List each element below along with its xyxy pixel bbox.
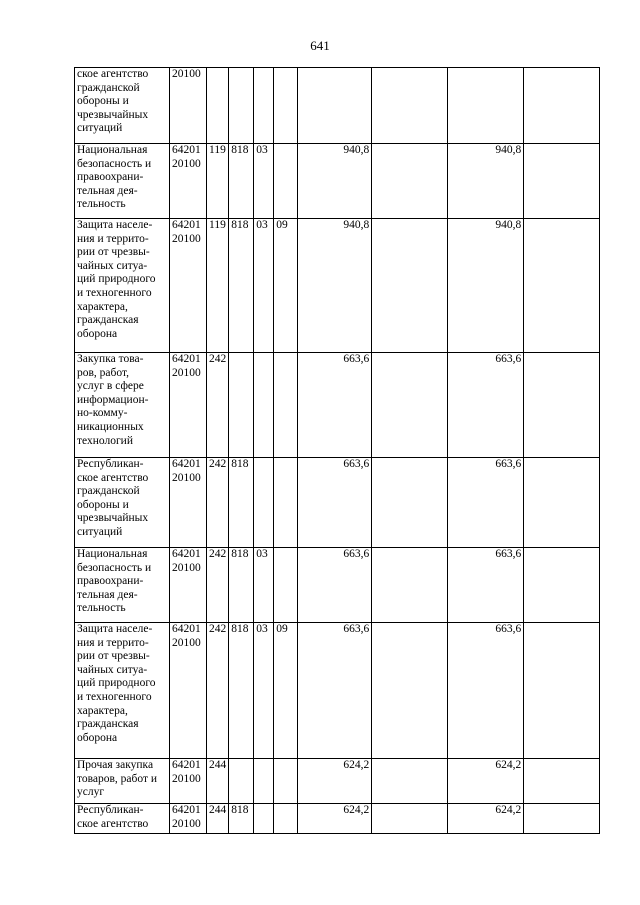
row-amount-1-text: 663,6 [343, 548, 370, 560]
row-amount-2-text: 663,6 [495, 623, 522, 635]
row-expense-type-text: 242 [209, 458, 227, 470]
row-target-code-text: 64201 20100 [172, 804, 201, 830]
row-amount-2 [448, 804, 524, 834]
row-subsection [274, 804, 298, 834]
row-amount-2-text: 624,2 [495, 804, 522, 816]
row-subsection-text: 09 [276, 623, 288, 635]
row-target-code-text: 64201 20100 [172, 458, 201, 484]
row-expense-type [207, 353, 229, 458]
row-subsection [274, 759, 298, 804]
row-section-text: 03 [256, 219, 268, 231]
row-amount-1-text: 663,6 [343, 353, 370, 365]
row-admin-code [229, 759, 254, 804]
row-section [254, 144, 274, 219]
row-expense-type-text: 242 [209, 623, 227, 635]
row-expense-type-text: 242 [209, 548, 227, 560]
row-amount-2 [448, 548, 524, 623]
row-amount-1 [298, 759, 372, 804]
row-admin-code [229, 68, 254, 144]
row-name-text: Защита населе- ния и террито- рии от чрезвы- чайных ситуа- ций природного и техногенного характера, гражданская оборона [77, 219, 156, 340]
row-empty-1 [372, 353, 448, 458]
row-amount-3 [524, 759, 600, 804]
row-expense-type [207, 623, 229, 759]
row-admin-code-text: 818 [231, 144, 249, 156]
row-admin-code [229, 353, 254, 458]
row-amount-2 [448, 458, 524, 548]
row-amount-2-text: 940,8 [495, 219, 522, 231]
row-amount-2-text: 624,2 [495, 759, 522, 771]
row-name [75, 804, 170, 834]
row-expense-type [207, 144, 229, 219]
row-expense-type [207, 68, 229, 144]
row-name-text: ское агентство гражданской обороны и чрезвычайных ситуаций [77, 68, 149, 135]
row-expense-type [207, 219, 229, 353]
row-subsection-text: 09 [276, 219, 288, 231]
row-amount-1 [298, 458, 372, 548]
row-amount-2 [448, 68, 524, 144]
row-target-code-text: 64201 20100 [172, 623, 201, 649]
row-name-text: Республикан- ское агентство гражданской обороны и чрезвычайных ситуаций [77, 458, 149, 538]
row-target-code-text: 20100 [172, 68, 201, 80]
row-amount-2-text: 663,6 [495, 458, 522, 470]
table-row [75, 458, 600, 548]
row-name-text: Национальная безопасность и правоохрани- тельная дея- тельность [77, 144, 152, 211]
row-expense-type [207, 759, 229, 804]
row-amount-2 [448, 144, 524, 219]
row-amount-2 [448, 353, 524, 458]
row-amount-2 [448, 219, 524, 353]
row-subsection [274, 144, 298, 219]
row-section [254, 548, 274, 623]
row-amount-1-text: 663,6 [343, 623, 370, 635]
row-amount-1-text: 624,2 [343, 804, 370, 816]
row-expense-type [207, 804, 229, 834]
row-target-code [170, 804, 207, 834]
row-admin-code [229, 458, 254, 548]
row-empty-1 [372, 759, 448, 804]
row-name [75, 548, 170, 623]
row-target-code-text: 64201 20100 [172, 144, 201, 170]
row-target-code [170, 458, 207, 548]
row-section [254, 458, 274, 548]
row-target-code [170, 219, 207, 353]
row-name-text: Прочая закупка товаров, работ и услуг [77, 759, 158, 799]
row-target-code-text: 64201 20100 [172, 219, 201, 245]
page-number: 641 [310, 38, 330, 53]
table-row [75, 759, 600, 804]
row-section [254, 623, 274, 759]
row-expense-type-text: 244 [209, 804, 227, 816]
row-amount-3 [524, 623, 600, 759]
row-subsection [274, 219, 298, 353]
row-section [254, 219, 274, 353]
row-amount-2-text: 663,6 [495, 548, 522, 560]
row-target-code-text: 64201 20100 [172, 548, 201, 574]
row-target-code [170, 144, 207, 219]
row-admin-code-text: 818 [231, 623, 249, 635]
row-amount-1 [298, 353, 372, 458]
row-amount-3 [524, 68, 600, 144]
row-section-text: 03 [256, 548, 268, 560]
row-amount-1-text: 940,8 [343, 219, 370, 231]
row-name [75, 353, 170, 458]
row-empty-1 [372, 144, 448, 219]
row-expense-type-text: 242 [209, 353, 227, 365]
row-admin-code [229, 219, 254, 353]
row-section-text: 03 [256, 144, 268, 156]
row-subsection [274, 353, 298, 458]
row-empty-1 [372, 623, 448, 759]
row-section-text: 03 [256, 623, 268, 635]
table-row [75, 623, 600, 759]
row-admin-code [229, 623, 254, 759]
row-empty-1 [372, 458, 448, 548]
row-admin-code-text: 818 [231, 804, 249, 816]
row-amount-1-text: 624,2 [343, 759, 370, 771]
row-name-text: Республикан- ское агентство [77, 804, 149, 830]
row-expense-type-text: 119 [209, 144, 226, 156]
row-target-code [170, 353, 207, 458]
row-empty-1 [372, 548, 448, 623]
row-expense-type-text: 119 [209, 219, 226, 231]
row-amount-2 [448, 759, 524, 804]
row-expense-type-text: 244 [209, 759, 227, 771]
row-amount-3 [524, 548, 600, 623]
row-amount-1 [298, 804, 372, 834]
row-empty-1 [372, 804, 448, 834]
row-subsection [274, 548, 298, 623]
row-name-text: Национальная безопасность и правоохрани- тельная дея- тельность [77, 548, 152, 615]
row-admin-code [229, 144, 254, 219]
row-amount-1-text: 940,8 [343, 144, 370, 156]
row-empty-1 [372, 68, 448, 144]
row-subsection [274, 68, 298, 144]
row-amount-2-text: 940,8 [495, 144, 522, 156]
row-amount-1-text: 663,6 [343, 458, 370, 470]
row-name [75, 144, 170, 219]
row-section [254, 353, 274, 458]
row-empty-1 [372, 219, 448, 353]
row-target-code [170, 68, 207, 144]
row-amount-3 [524, 458, 600, 548]
table-body [75, 68, 600, 834]
row-target-code-text: 64201 20100 [172, 353, 201, 379]
row-section [254, 68, 274, 144]
row-name [75, 219, 170, 353]
row-admin-code [229, 548, 254, 623]
table-row [75, 68, 600, 144]
row-amount-2-text: 663,6 [495, 353, 522, 365]
row-name [75, 759, 170, 804]
row-expense-type [207, 548, 229, 623]
row-amount-1 [298, 144, 372, 219]
row-name [75, 623, 170, 759]
row-target-code [170, 623, 207, 759]
row-amount-1 [298, 548, 372, 623]
row-admin-code [229, 804, 254, 834]
budget-table [74, 67, 600, 834]
row-target-code [170, 759, 207, 804]
row-amount-3 [524, 353, 600, 458]
row-subsection [274, 458, 298, 548]
row-subsection [274, 623, 298, 759]
table-row [75, 219, 600, 353]
row-admin-code-text: 818 [231, 458, 249, 470]
table-row [75, 144, 600, 219]
row-name [75, 68, 170, 144]
table-row [75, 804, 600, 834]
row-target-code [170, 548, 207, 623]
row-expense-type [207, 458, 229, 548]
row-name-text: Закупка това- ров, работ, услуг в сфере информацион- но-комму- никационных технологий [77, 353, 149, 447]
table-row [75, 353, 600, 458]
row-name-text: Защита населе- ния и террито- рии от чрезвы- чайных ситуа- ций природного и техногенного характера, гражданская оборона [77, 623, 156, 744]
row-admin-code-text: 818 [231, 548, 249, 560]
row-amount-1 [298, 68, 372, 144]
row-amount-1 [298, 219, 372, 353]
row-amount-3 [524, 804, 600, 834]
row-amount-3 [524, 219, 600, 353]
row-section [254, 804, 274, 834]
row-amount-2 [448, 623, 524, 759]
table-row [75, 548, 600, 623]
row-name [75, 458, 170, 548]
row-amount-1 [298, 623, 372, 759]
row-admin-code-text: 818 [231, 219, 249, 231]
row-target-code-text: 64201 20100 [172, 759, 201, 785]
row-amount-3 [524, 144, 600, 219]
row-section [254, 759, 274, 804]
